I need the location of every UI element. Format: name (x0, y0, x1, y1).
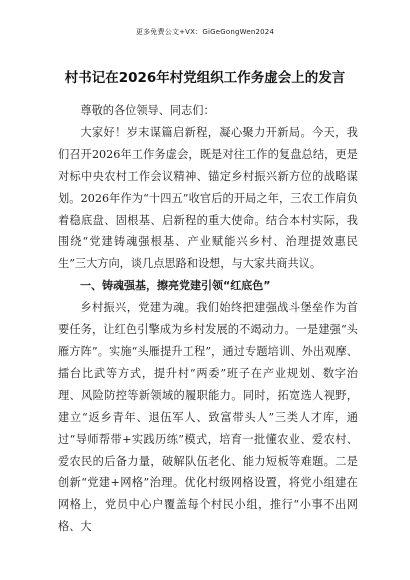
header-note: 更多免费公文+VX：GiGeGongWen2024 (135, 28, 275, 36)
section-heading-1: 一、铸魂强基，擦亮党建引领“红底色” (80, 279, 271, 293)
paragraph-section-1: 乡村振兴，党建为魂。我们始终把建强战斗堡垒作为首要任务，让红色引擎成为乡村发展的不竭动力。一是建强“头雁方阵”。实施“头雁提升工程”，通过专题培训、外出观摩、擂台比武等方式，提升村“两委”班子在产业规划、数字治理、风险防控等新领域的履职能力。同时，拓宽选人视野，建立“返乡青年、退伍军人、致富带头人”三类人才库，通过“导师帮带+实践历练”模式，培育一批懂农业、爱农村、爱农民的后备力量，破解队伍老化、能力短板等难题。二是创新“党建+网格”治理。优化村级网格设置，将党小组建在网格上，党员中心户覆盖每个村民小组，推行“小事不出网格、大 (58, 301, 358, 534)
document-title: 村书记在2026年村党组织工作务虚会上的发言 (64, 70, 346, 86)
salutation: 尊敬的各位领导、同志们： (80, 104, 215, 117)
document-body (58, 100, 358, 538)
paragraph-intro: 大家好！岁末谋篇启新程，凝心聚力开新局。今天，我们召开2026年工作务虚会，既是对往工作的复盘总结，更是对标中央农村工作会议精神、锚定乡村振兴新方位的战略谋划。2026年作为“十四五”收官后的开局之年，三农工作肩负着稳底盘、固根基、启新程的重大使命。结合本村实际，我围绕“党建铸魂强根基、产业赋能兴乡村、治理提效惠民生”三大方向，谈几点思路和设想，与大家共商共议。 (58, 125, 358, 271)
